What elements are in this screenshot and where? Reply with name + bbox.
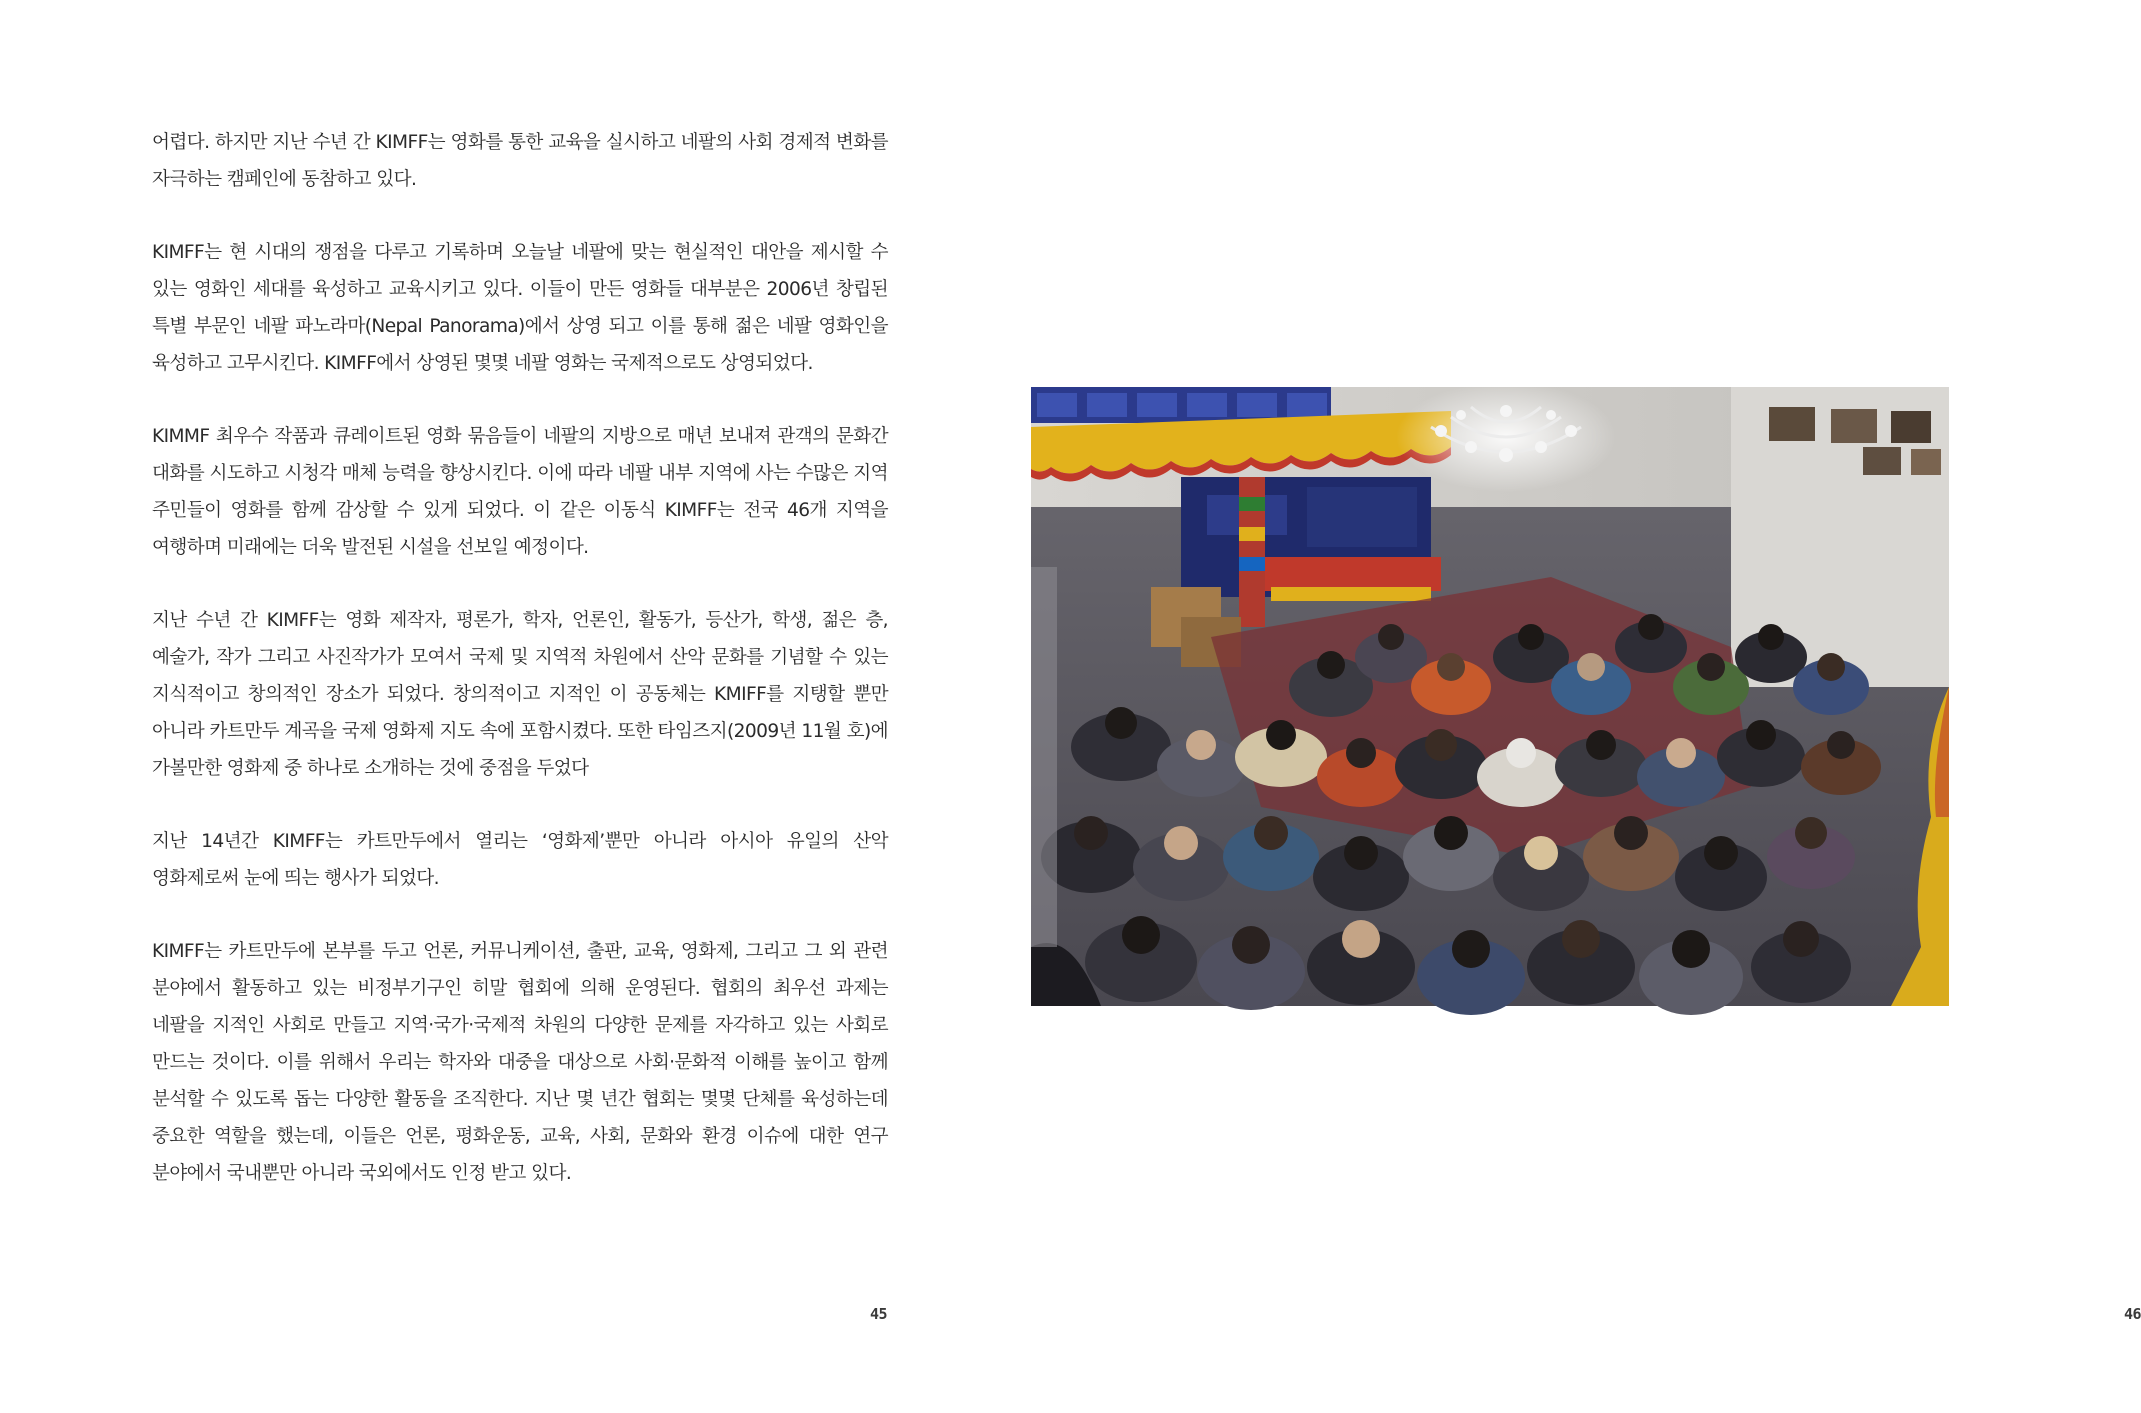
- paragraph-3: KIMMF 최우수 작품과 큐레이트된 영화 묶음들이 네팔의 지방으로 매년 보내져 관객의 문화간 대화를 시도하고 시청각 매체 능력을 향상시킨다. 이에 따라 네팔 내부 지역에 사는 수많은 지역 주민들이 영화를 함께 감상할 수 있게 되었다. 이 같은 이동식 KIMFF는 전국 46개 지역을 여행하며 미래에는 더욱 발전된 시설을 선보일 예정이다.: [152, 426, 888, 558]
- page-number-right: 46: [2124, 1305, 2141, 1323]
- page-number-left: 45: [870, 1305, 888, 1323]
- paragraph-6: KIMFF는 카트만두에 본부를 두고 언론, 커뮤니케이션, 출판, 교육, 영화제, 그리고 그 외 관련 분야에서 활동하고 있는 비정부기구인 히말 협회에 의해 운영된다. 협회의 최우선 과제는 네팔을 지적인 사회로 만들고 지역·국가·국제적 차원의 다양한 문제를 자각하고 있는 사회로 만드는 것이다. 이를 위해서 우리는 학자와 대중을 대상으로 사회·문화적 이해를 높이고 함께 분석할 수 있도록 돕는 다양한 활동을 조직한다. 지난 몇 년간 협회는 몇몇 단체를 육성하는데 중요한 역할을 했는데, 이들은 언론, 평화운동, 교육, 사회, 문화와 환경 이슈에 대한 연구 분야에서 국내뿐만 아니라 국외에서도 인정 받고 있다.: [152, 941, 888, 1184]
- paragraph-2: KIMFF는 현 시대의 쟁점을 다루고 기록하며 오늘날 네팔에 맞는 현실적인 대안을 제시할 수 있는 영화인 세대를 육성하고 교육시키고 있다. 이들이 만든 영화들 대부분은 2006년 창립된 특별 부문인 네팔 파노라마(Nepal Panorama)에서 상영 되고 이를 통해 젊은 네팔 영화인을 육성하고 고무시킨다. KIMFF에서 상영된 몇몇 네팔 영화는 국제적으로도 상영되었다.: [152, 242, 888, 374]
- crowd-photo-icon: [1031, 387, 1949, 1006]
- crowd-photo: [1031, 387, 1949, 1006]
- paragraph-5: 지난 14년간 KIMFF는 카트만두에서 열리는 ‘영화제’뿐만 아니라 아시아 유일의 산악 영화제로써 눈에 띄는 행사가 되었다.: [152, 831, 888, 889]
- paragraph-4: 지난 수년 간 KIMFF는 영화 제작자, 평론가, 학자, 언론인, 활동가, 등산가, 학생, 젊은 층, 예술가, 작가 그리고 사진작가가 모여서 국제 및 지역적 차원에서 산악 문화를 기념할 수 있는 지식적이고 창의적인 장소가 되었다. 창의적이고 지적인 이 공동체는 KMIFF를 지탱할 뿐만 아니라 카트만두 계곡을 국제 영화제 지도 속에 포함시켰다. 또한 타임즈지(2009년 11월 호)에 가볼만한 영화제 중 하나로 소개하는 것에 중점을 두었다: [152, 610, 888, 779]
- body-text: [152, 124, 888, 1192]
- paragraph-1: 어렵다. 하지만 지난 수년 간 KIMFF는 영화를 통한 교육을 실시하고 네팔의 사회 경제적 변화를 자극하는 캠페인에 동참하고 있다.: [152, 132, 888, 190]
- left-page: [0, 0, 1000, 1413]
